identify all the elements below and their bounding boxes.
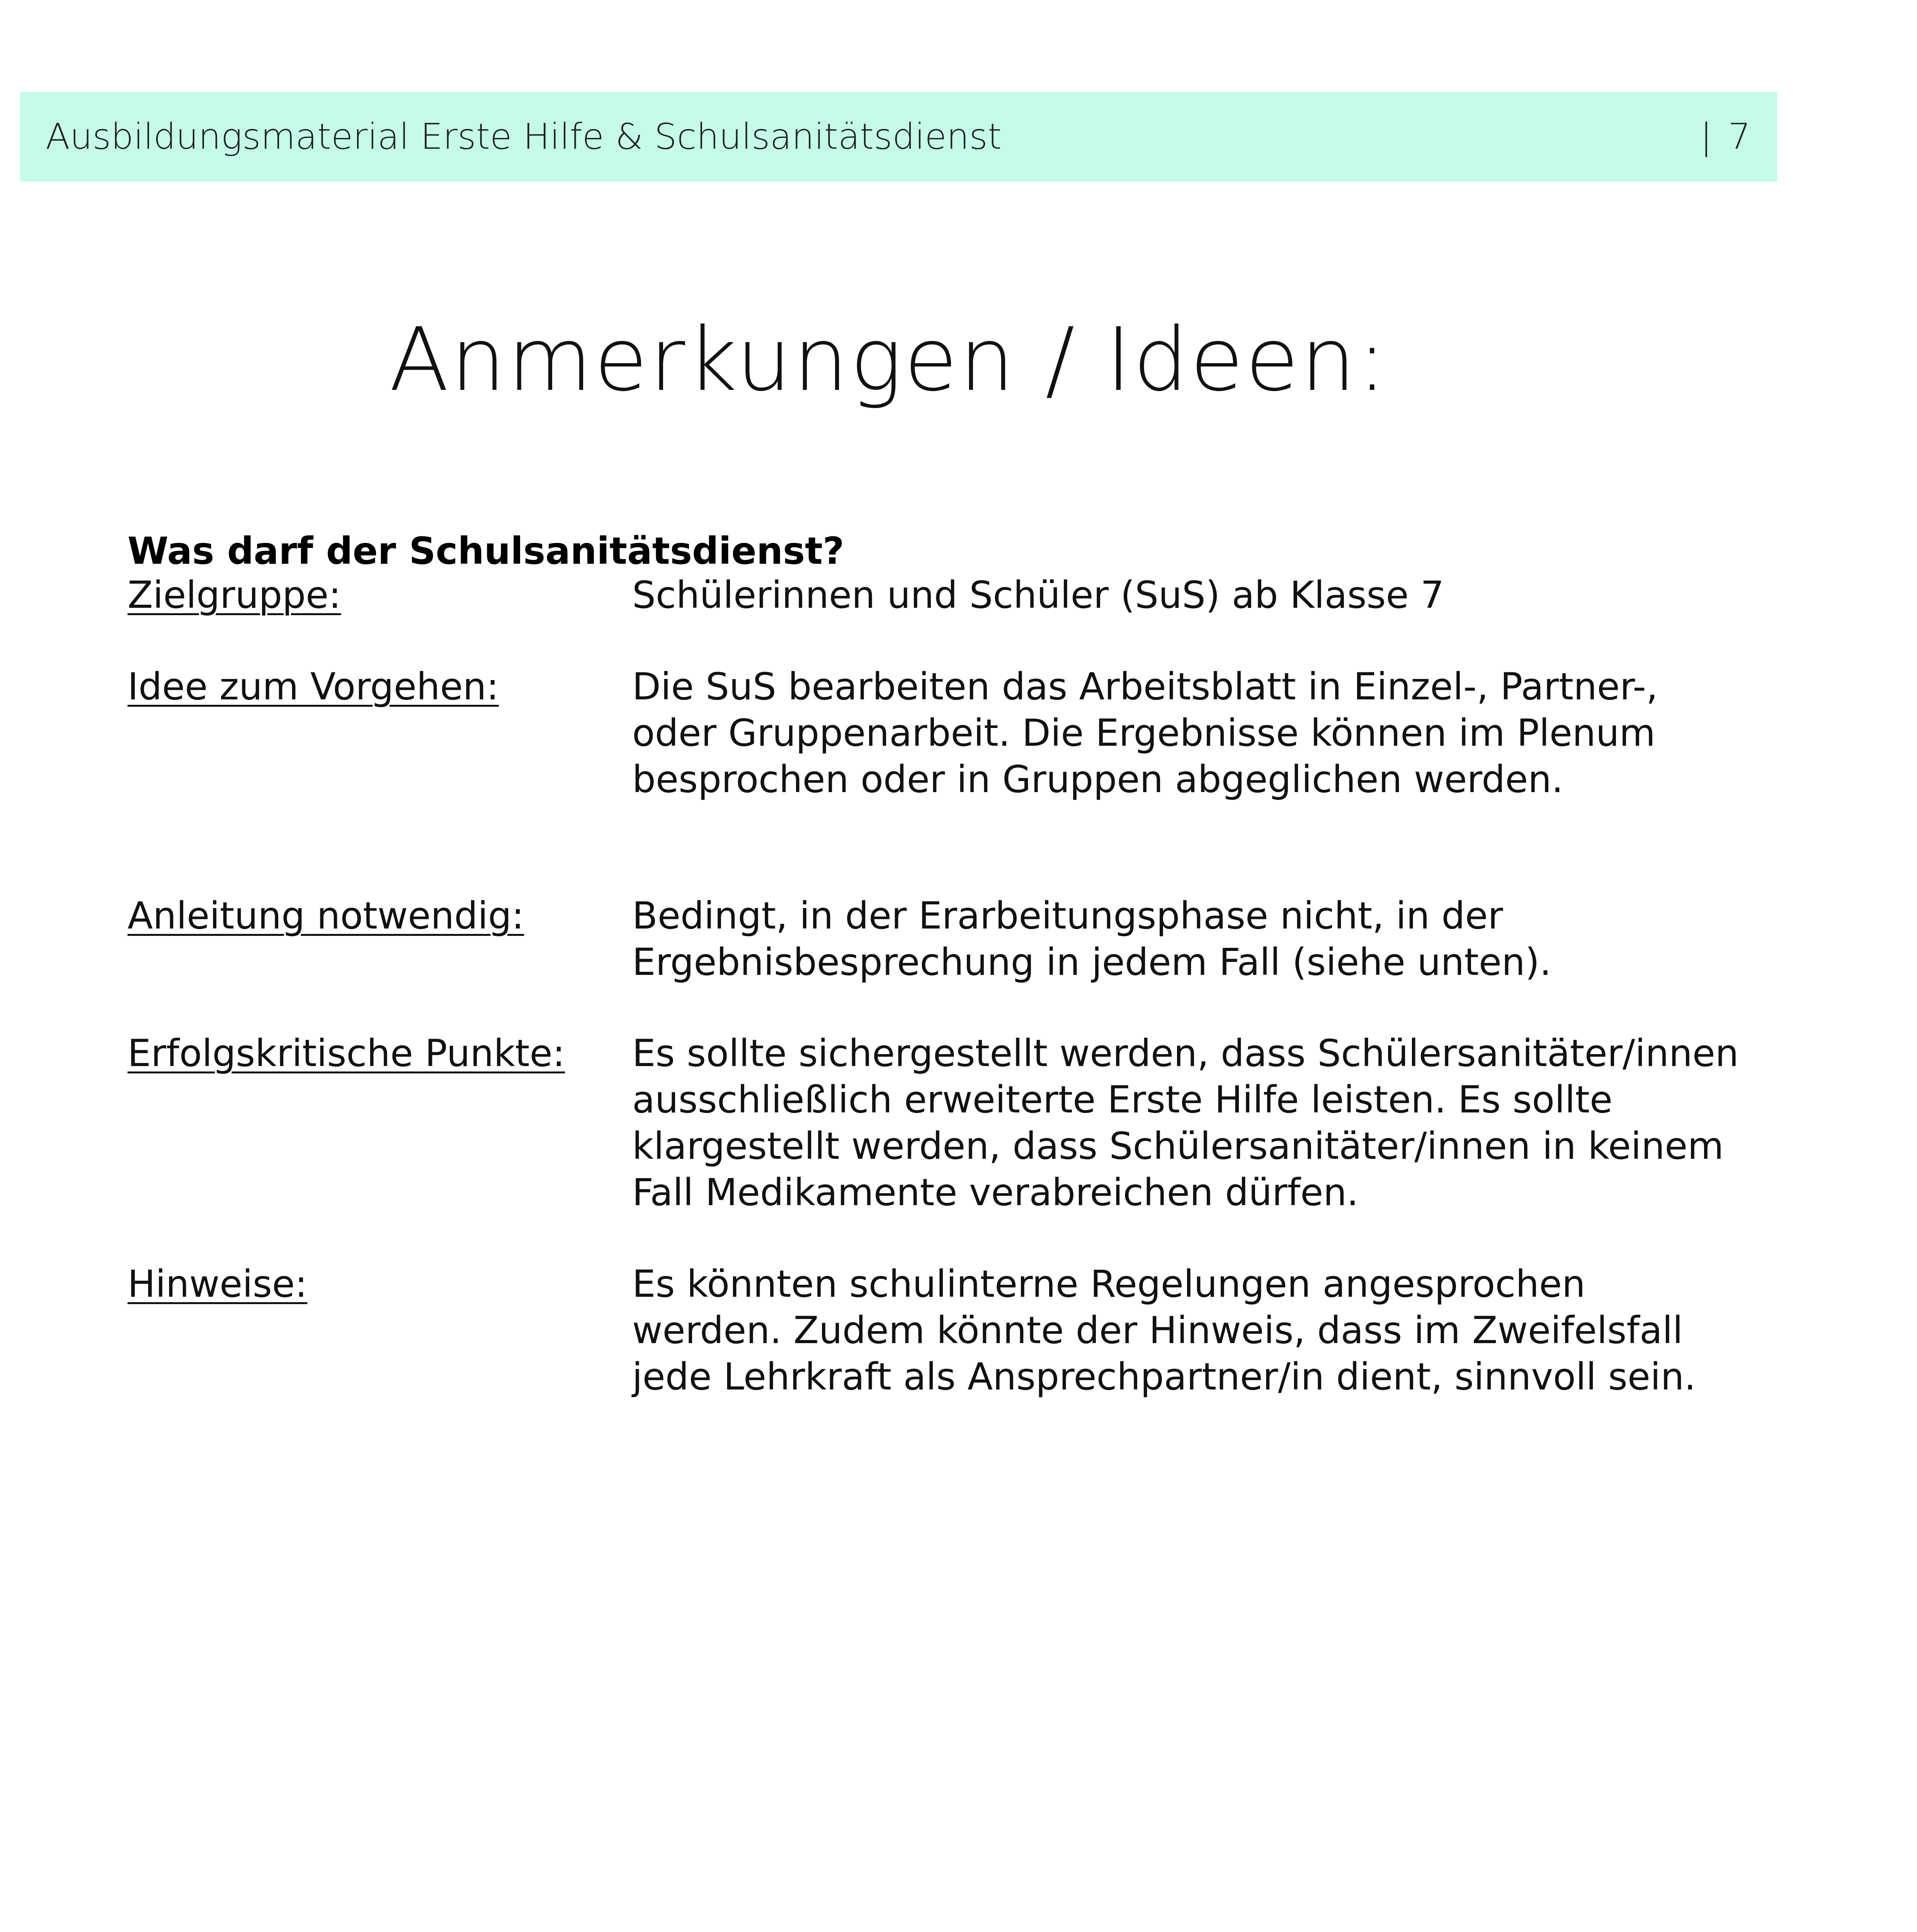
row-value-line: klargestellt werden, dass Schülersanitäter/innen in keinem <box>632 1124 1724 1168</box>
row-value-line: Die SuS bearbeiten das Arbeitsblatt in Einzel-, Partner-, <box>632 665 1658 708</box>
row-value-line: Bedingt, in der Erarbeitungsphase nicht, in der <box>632 894 1503 937</box>
row-label-hinweise: Hinweise: <box>128 1262 308 1306</box>
row-value-idee-zum-vorgehen <box>632 663 1658 803</box>
row-value-zielgruppe <box>632 572 1444 618</box>
row-value-line: Es könnten schulinterne Regelungen angesprochen <box>632 1262 1585 1306</box>
row-value-line: Schülerinnen und Schüler (SuS) ab Klasse 7 <box>632 573 1444 617</box>
row-label-anleitung-notwendig: Anleitung notwendig: <box>128 894 524 937</box>
row-value-anleitung-notwendig <box>632 893 1551 985</box>
row-value-line: Es sollte sichergestellt werden, dass Schülersanitäter/innen <box>632 1032 1739 1075</box>
page-title: Anmerkungen / Ideen: <box>389 309 1388 411</box>
page-number: 7 <box>1728 116 1751 157</box>
row-label-zielgruppe: Zielgruppe: <box>128 573 341 617</box>
section-heading: Was darf der Schulsanitätsdienst? <box>128 529 844 573</box>
row-value-line: ausschließlich erweiterte Erste Hilfe leisten. Es sollte <box>632 1078 1613 1121</box>
row-value-line: oder Gruppenarbeit. Die Ergebnisse können im Plenum <box>632 711 1656 755</box>
row-value-line: jede Lehrkraft als Ansprechpartner/in dient, sinnvoll sein. <box>632 1355 1696 1398</box>
row-value-line: werden. Zudem könnte der Hinweis, dass im Zweifelsfall <box>632 1309 1683 1352</box>
row-value-line: Fall Medikamente verabreichen dürfen. <box>632 1171 1359 1214</box>
header-separator: | <box>1700 116 1712 157</box>
row-value-erfolgskritische-punkte <box>632 1030 1739 1216</box>
row-label-erfolgskritische-punkte: Erfolgskritische Punkte: <box>128 1032 565 1075</box>
header-bar <box>20 92 1777 182</box>
header-title: Ausbildungsmaterial Erste Hilfe & Schulsanitätsdienst <box>46 116 1002 157</box>
row-label-idee-zum-vorgehen: Idee zum Vorgehen: <box>128 665 499 708</box>
row-value-line: Ergebnisbesprechung in jedem Fall (siehe unten). <box>632 940 1551 984</box>
row-value-hinweise <box>632 1261 1696 1400</box>
row-value-line: besprochen oder in Gruppen abgeglichen werden. <box>632 758 1563 801</box>
